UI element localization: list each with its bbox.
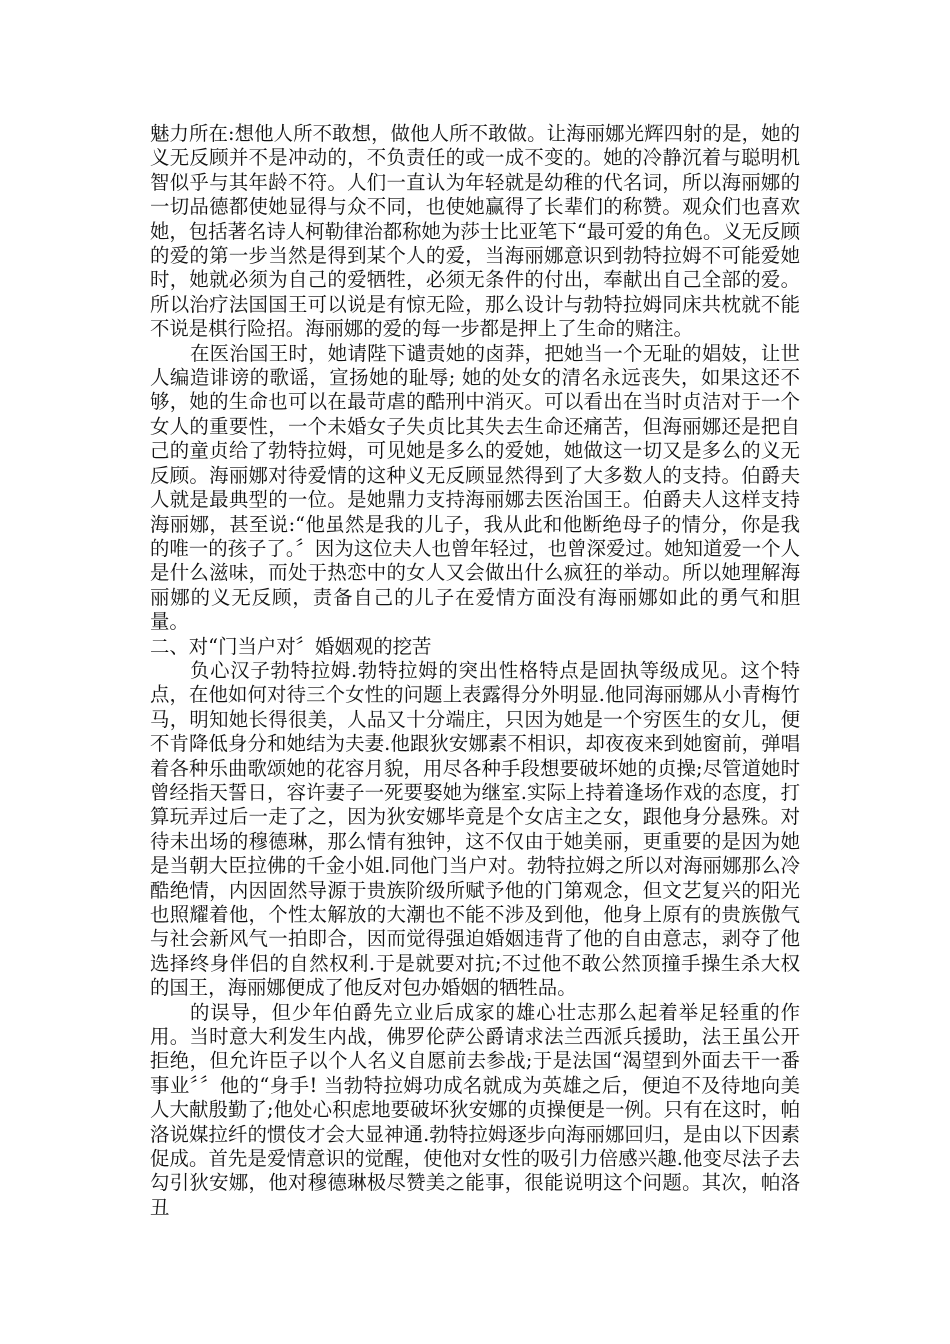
paragraph-3: 负心汉子勃特拉姆.勃特拉姆的突出性格特点是固执等级成见。这个特点，在他如何对待三个女性的问题上表露得分外明显.他同海丽娜从小青梅竹马，明知她长得很美，人品又十分端庄，只因为她是一个穷医生的女儿，便不肯降低身分和她结为夫妻.他跟狄安娜素不相识，却夜夜来到她窗前，弹唱着各种乐曲歌颂她的花容月貌，用尽各种手段想要破坏她的贞操;尽管道她时曾经指天誓日，容许妻子一死要娶她为继室.实际上持着逢场作戏的态度，打算玩弄过后一走了之，因为狄安娜毕竟是个女店主之女，跟他身分悬殊。对待未出场的穆德琳，那么情有独钟，这不仅由于她美丽，更重要的是因为她是当朝大臣拉佛的千金小姐.同他门当户对。勃特拉姆之所以对海丽娜那么冷酷绝情，内因固然导源于贵族阶级所赋予他的门第观念，但文艺复兴的阳光也照耀着他，个性太解放的大潮也不能不涉及到他，他身上原有的贵族傲气与社会新风气一拍即合，因而觉得强迫婚姻违背了他的自由意志，剥夺了他选择终身伴侣的自然权利.于是就要对抗;不过他不敢公然顶撞手操生杀大权的国王，海丽娜便成了他反对包办婚姻的牺牲品。 xyxy=(150,658,800,1000)
document-body xyxy=(150,122,800,1220)
paragraph-2: 在医治国王时，她请陛下谴责她的卤莽，把她当一个无耻的娼妓，让世人编造诽谤的歌谣，宣扬她的耻辱; 她的处女的清名永远丧失，如果这还不够，她的生命也可以在最苛虐的酷刑中消灭。可以看出在当时贞洁对于一个女人的重要性，一个未婚女子失贞比其失去生命还痛苦，但海丽娜还是把自己的童贞给了勃特拉姆，可见她是多么的爱她，她做这一切又是多么的义无反顾。海丽娜对待爱情的这种义无反顾显然得到了大多数人的支持。伯爵夫人就是最典型的一位。是她鼎力支持海丽娜去医治国王。伯爵夫人这样支持海丽娜，甚至说:“他虽然是我的儿子，我从此和他断绝母子的情分，你是我的唯一的孩子了。〞因为这位夫人也曾年轻过，也曾深爱过。她知道爱一个人是什么滋味，而处于热恋中的女人又会做出什么疯狂的举动。所以她理解海丽娜的义无反顾，责备自己的儿子在爱情方面没有海丽娜如此的勇气和胆量。 xyxy=(150,341,800,634)
paragraph-4: 的误导，但少年伯爵先立业后成家的雄心壮志那么起着举足轻重的作用。当时意大利发生内战，佛罗伦萨公爵请求法兰西派兵援助，法王虽公开拒绝，但允许臣子以个人名义自愿前去参战;于是法国“渴望到外面去干一番事业〞〞他的“身手! 当勃特拉姆功成名就成为英雄之后，便迫不及待地向美人大献殷勤了;他处心积虑地要破坏狄安娜的贞操便是一例。只有在这时，帕洛说媒拉纤的惯伎才会大显神通.勃特拉姆逐步向海丽娜回归，是由以下因素促成。首先是爱情意识的觉醒，使他对女性的吸引力倍感兴趣.他变尽法子去勾引狄安娜，他对穆德琳极尽赞美之能事，很能说明这个问题。其次，帕洛丑 xyxy=(150,1000,800,1219)
paragraph-1: 魅力所在:想他人所不敢想，做他人所不敢做。让海丽娜光辉四射的是，她的义无反顾并不是冲动的，不负责任的或一成不变的。她的冷静沉着与聪明机智似乎与其年龄不符。人们一直认为年轻就是幼稚的代名词，所以海丽娜的一切品德都使她显得与众不同，也使她赢得了长辈们的称赞。观众们也喜欢她，包括著名诗人柯勒律治都称她为莎士比亚笔下“最可爱的角色。义无反顾的爱的第一步当然是得到某个人的爱，当海丽娜意识到勃特拉姆不可能爱她时，她就必须为自己的爱牺牲，必须无条件的付出，奉献出自己全部的爱。所以治疗法国国王可以说是有惊无险，那么设计与勃特拉姆同床共枕就不能不说是棋行险招。海丽娜的爱的每一步都是押上了生命的赌注。 xyxy=(150,122,800,341)
section-heading: 二、对“门当户对〞婚姻观的挖苦 xyxy=(150,634,432,658)
